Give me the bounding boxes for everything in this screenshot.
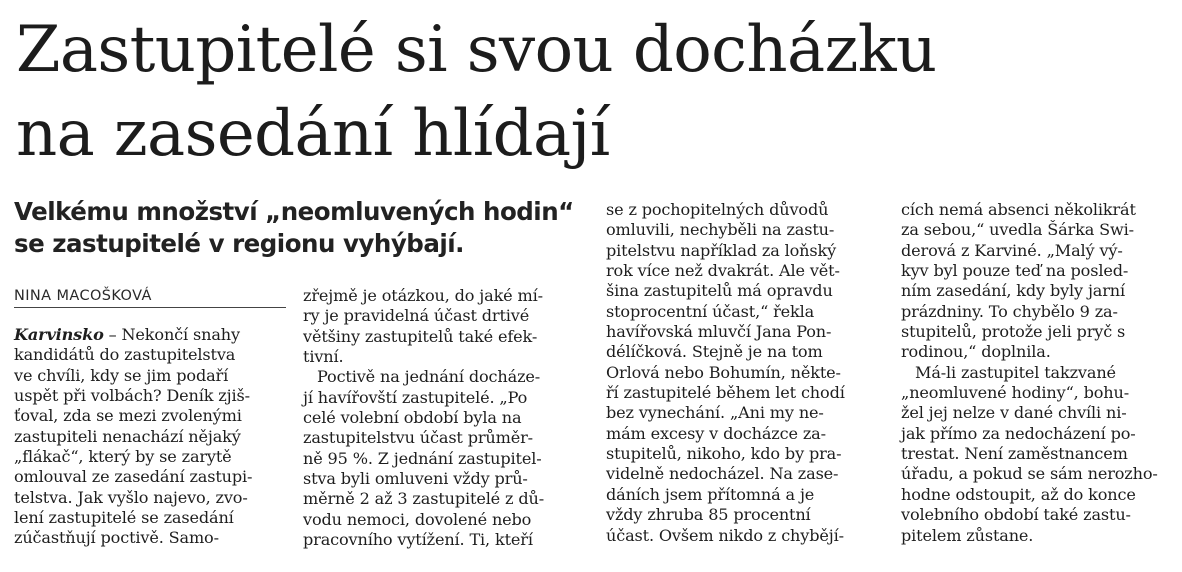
text-line: lení zastupitelé se zasedání — [14, 508, 234, 528]
headline — [16, 8, 1176, 176]
text-line: stupitelů, protože jeli pryč s — [901, 322, 1126, 342]
subheadline — [14, 196, 574, 260]
text-line: ťoval, zda se mezi zvolenými — [14, 406, 242, 426]
subheadline-line: se zastupitelé v regionu vyhýbají. — [14, 229, 464, 258]
text-line: stupitelů, nikoho, kdo by pra- — [606, 444, 842, 464]
text-line: jak přímo za nedocházení po- — [901, 423, 1136, 443]
text-line: délíčková. Stejně je na tom — [606, 342, 823, 362]
text-line: rodinou,“ doplnila. — [901, 342, 1051, 362]
text-line: tivní. — [303, 347, 344, 367]
text-line: se z pochopitelných důvodů — [606, 200, 829, 219]
text-line: většiny zastupitelů také efek- — [303, 326, 538, 346]
text-line: zřejmě je otázkou, do jaké mí- — [303, 286, 543, 305]
article-column-4 — [901, 200, 1179, 546]
text-line: měrně 2 až 3 zastupitelé z dů- — [303, 489, 544, 509]
text-line: derová z Karviné. „Malý vý- — [901, 240, 1123, 260]
text-line: celé volební období byla na — [303, 408, 522, 428]
text-line: bez vynechání. „Ani my ne- — [606, 403, 824, 423]
text-line: prázdniny. To chybělo 9 za- — [901, 301, 1118, 321]
text-line: pitelem zůstane. — [901, 525, 1034, 545]
text-line: za sebou,“ uvedla Šárka Swi- — [901, 220, 1134, 240]
text-line: zastupiteli nenachází nějaký — [14, 426, 241, 446]
text-line: vodu nemoci, dovolené nebo — [303, 509, 532, 529]
article-column-2 — [303, 286, 581, 550]
text-line: dáních jsem přítomná a je — [606, 484, 815, 504]
text-fragment: – Nekončí snahy — [103, 325, 240, 344]
text-line: rok více než dvakrát. Ale vět- — [606, 261, 840, 281]
text-line: stva byli omluveni vždy prů- — [303, 469, 528, 489]
text-line: Orlová nebo Bohumín, někte- — [606, 362, 841, 382]
text-line: pracovního vytížení. Ti, kteří — [303, 530, 533, 550]
text-line: cích nemá absenci několikrát — [901, 200, 1136, 219]
byline: NINA MACOŠKOVÁ — [14, 288, 286, 308]
text-line: vždy zhruba 85 procentní — [606, 505, 811, 525]
text-line: ně 95 %. Z jednání zastupitel- — [303, 448, 542, 468]
text-line: pitelstvu například za loňský — [606, 240, 837, 260]
text-line: úřadu, a pokud se sám nerozho- — [901, 464, 1158, 484]
text-line: zúčastňují poctivě. Samo- — [14, 528, 219, 548]
text-line: omluvili, nechyběli na zastu- — [606, 220, 835, 240]
text-line: ří zastupitelé během let chodí — [606, 383, 845, 403]
text-line: uspět při volbách? Deník zjiš- — [14, 386, 250, 406]
article-column-3 — [606, 200, 886, 546]
text-line: Poctivě na jednání docháze- — [317, 367, 541, 387]
text-line: omlouval ze zasedání zastupi- — [14, 467, 253, 487]
headline-line: Zastupitelé si svou docházku — [16, 13, 937, 87]
text-line: „flákač“, který by se zarytě — [14, 447, 232, 467]
text-line: videlně nedocházel. Na zase- — [606, 464, 839, 484]
article-column-1 — [14, 325, 286, 549]
text-line: jí havířovští zastupitelé. „Po — [303, 387, 528, 407]
text-line: trestat. Není zaměstnancem — [901, 444, 1128, 464]
text-line: Má-li zastupitel takzvané — [915, 362, 1116, 382]
text-line: volebního období také zastu- — [901, 505, 1131, 525]
text-line: telstva. Jak vyšlo najevo, zvo- — [14, 487, 248, 507]
text-line: účast. Ovšem nikdo z chybějí- — [606, 525, 844, 545]
text-line — [14, 325, 286, 345]
text-line: šina zastupitelů má opravdu — [606, 281, 833, 301]
text-line: ve chvíli, kdy se jim podaří — [14, 365, 229, 385]
text-line: havířovská mluvčí Jana Pon- — [606, 322, 832, 342]
text-line: „neomluvené hodiny“, bohu- — [901, 383, 1129, 403]
text-line: kandidátů do zastupitelstva — [14, 345, 236, 365]
text-line: hodne odstoupit, až do konce — [901, 484, 1136, 504]
text-line: kyv byl pouze teď na posled- — [901, 261, 1129, 281]
text-line: mám excesy v docházce za- — [606, 423, 826, 443]
text-line: zastupitelstvu účast průměr- — [303, 428, 533, 448]
dateline: Karvinsko — [14, 325, 104, 344]
text-line: žel jej nelze v dané chvíli ni- — [901, 403, 1127, 423]
subheadline-line: Velkému množství „neomluvených hodin“ — [14, 197, 574, 226]
text-line: stoprocentní účast,“ řekla — [606, 301, 815, 321]
text-line: ry je pravidelná účast drtivé — [303, 306, 530, 326]
headline-line: na zasedání hlídají — [16, 97, 610, 171]
text-line: ním zasedání, kdy byly jarní — [901, 281, 1125, 301]
